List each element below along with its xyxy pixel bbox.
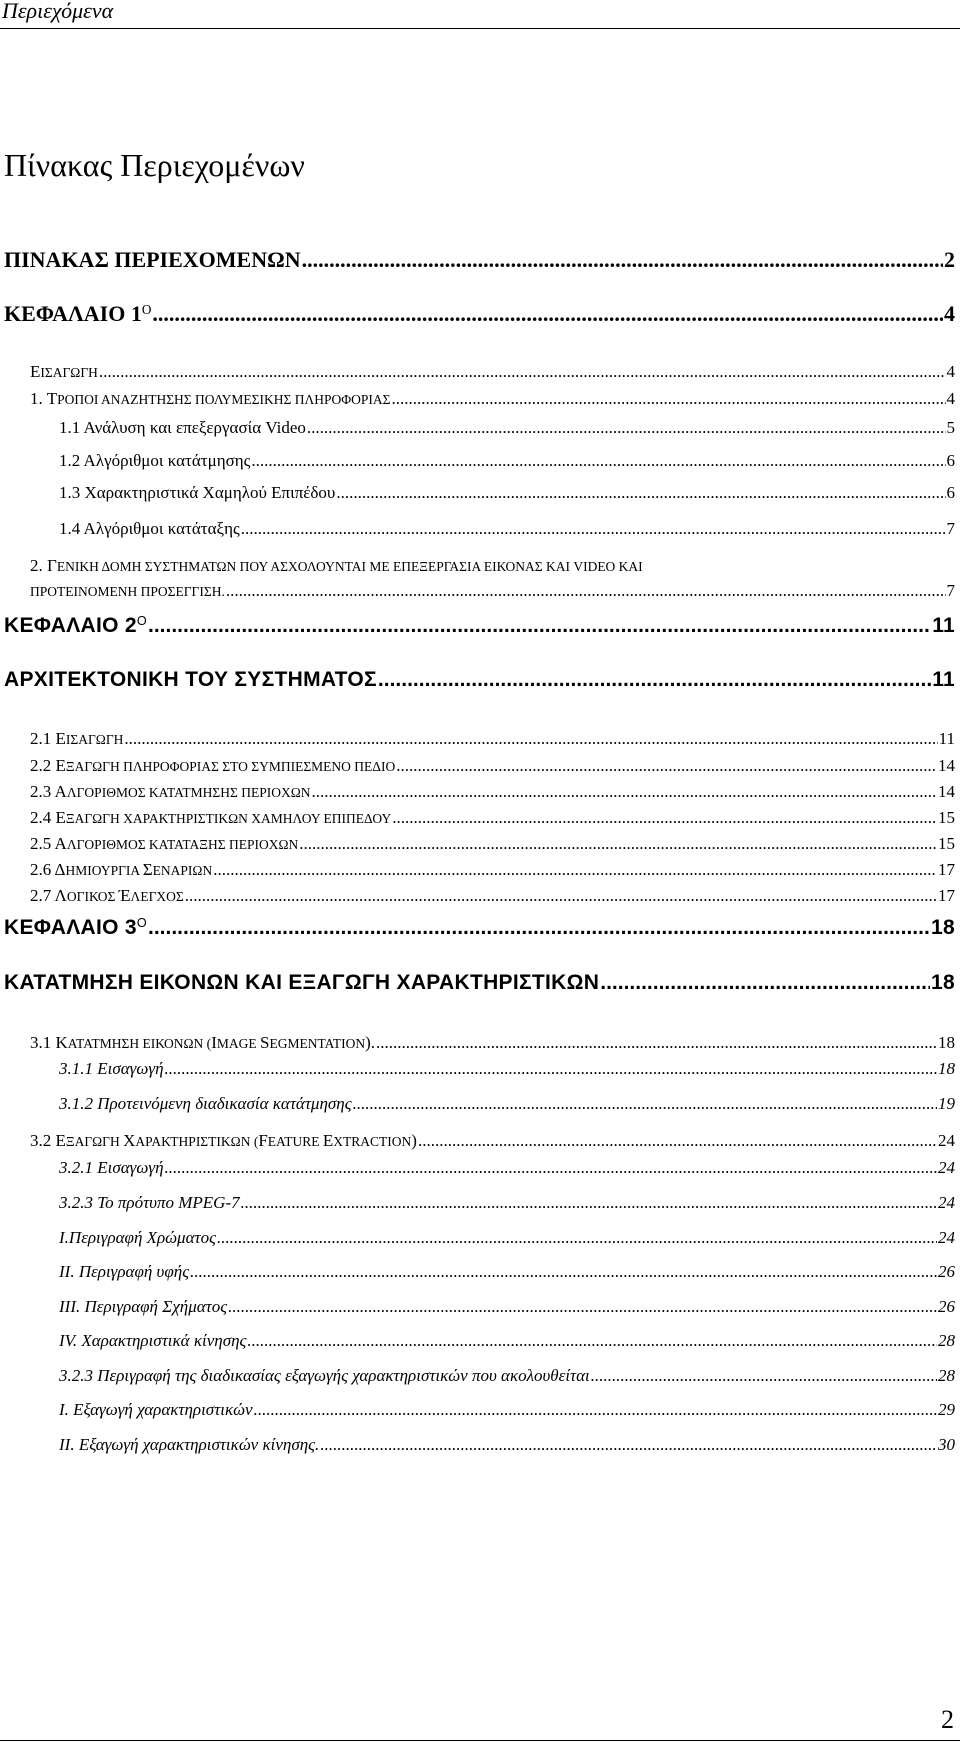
toc-entry-title: 3.2.1 Εισαγωγή: [59, 1158, 164, 1177]
document-title: Πίνακας Περιεχομένων: [4, 147, 305, 183]
toc-entry[interactable]: [30, 860, 955, 880]
toc-entry[interactable]: [59, 1262, 955, 1282]
toc-page-number: 18: [938, 1059, 955, 1078]
toc-entry[interactable]: [59, 1331, 955, 1351]
toc-leader: [99, 362, 946, 382]
toc-entry-title: I. Εξαγωγή χαρακτηριστικών: [59, 1400, 253, 1419]
toc-leader: [392, 808, 937, 828]
toc-entry-title: II. Εξαγωγή χαρακτηριστικών κίνησης.: [59, 1435, 320, 1454]
toc-page-number: 24: [938, 1158, 955, 1177]
toc-entry-title: 2.5 ΑΛΓΟΡΙΘΜΟΣ ΚΑΤΑΤΑΞΗΣ ΠΕΡΙΟΧΩΝ: [30, 834, 299, 853]
toc-leader: [148, 916, 930, 940]
toc-leader: [353, 1094, 937, 1114]
toc-leader: [392, 389, 946, 409]
toc-entry[interactable]: [4, 916, 955, 940]
toc-entry-title: III. Περιγραφή Σχήματος: [59, 1297, 228, 1316]
toc-page-number: 26: [938, 1297, 955, 1316]
toc-page-number: 19: [938, 1094, 955, 1113]
toc-entry-title: 2.1 ΕΙΣΑΓΩΓΗ: [30, 729, 124, 748]
toc-leader: [299, 834, 937, 854]
toc-entry-title: 1. ΤΡΟΠΟΙ ΑΝΑΖΗΤΗΣΗΣ ΠΟΛΥΜΕΣΙΚΗΣ ΠΛΗΡΟΦΟΡΙΑΣ: [30, 389, 391, 408]
toc-entry-title: 2.2 ΕΞΑΓΩΓΗ ΠΛΗΡΟΦΟΡΙΑΣ ΣΤΟ ΣΥΜΠΙΕΣΜΕΝΟ ΠΕΔΙΟ: [30, 756, 396, 775]
toc-leader: [213, 860, 937, 880]
toc-entry[interactable]: [30, 782, 955, 802]
toc-entry[interactable]: [59, 1094, 955, 1114]
page-number: 2: [941, 1705, 954, 1734]
toc-entry-title: ΚΕΦΑΛΑΙΟ $3^O$: [4, 916, 147, 939]
toc-leader: [247, 1331, 937, 1351]
toc-entry-title: II. Περιγραφή υφής: [59, 1262, 190, 1281]
toc-entry[interactable]: [4, 614, 955, 638]
toc-entry[interactable]: [30, 581, 955, 601]
toc-page-number: 2: [944, 247, 955, 272]
toc-leader: [302, 247, 943, 273]
toc-entry-title: ΕΙΣΑΓΩΓΗ: [30, 362, 98, 381]
toc-page-number: 4: [946, 389, 955, 408]
toc-entry-title: 2.7 ΛΟΓΙΚΟΣ ΈΛΕΓΧΟΣ: [30, 886, 184, 905]
running-title: Περιεχόμενα: [2, 0, 114, 23]
toc-page-number: 7: [946, 519, 955, 538]
toc-entry[interactable]: [59, 483, 955, 503]
toc-leader: [396, 756, 937, 776]
toc-page-number: 11: [932, 614, 955, 637]
toc-entry-title: 1.4 Αλγόριθμοι κατάταξης: [59, 519, 240, 538]
toc-entry[interactable]: [59, 1158, 955, 1178]
toc-leader: [591, 1366, 937, 1386]
toc-entry-title: 2. ΓΕΝΙΚΗ ΔΟΜΗ ΣΥΣΤΗΜΑΤΩΝ ΠΟΥ ΑΣΧΟΛΟΥΝΤΑΙ ΜΕ ΕΠΕΞΕΡΓΑΣΙΑ ΕΙΚΟΝΑΣ ΚΑΙ VIDEO ΚΑΙ: [30, 556, 643, 575]
toc-entry-title: 3.2.3 Το πρότυπο MPEG-7: [59, 1193, 240, 1212]
toc-entry-title: IV. Χαρακτηριστικά κίνησης: [59, 1331, 247, 1350]
toc-page-number: 4: [944, 301, 955, 326]
toc-page-number: 24: [938, 1193, 955, 1212]
toc-page-number: 26: [938, 1262, 955, 1281]
toc-entry[interactable]: [30, 1033, 955, 1053]
toc-leader: [378, 668, 931, 692]
toc-page-number: 18: [931, 971, 955, 994]
toc-entry[interactable]: [30, 886, 955, 906]
toc-entry-title: 3.1.1 Εισαγωγή: [59, 1059, 164, 1078]
toc-page-number: 11: [938, 729, 955, 748]
toc-entry-title: 1.2 Αλγόριθμοι κατάτμησης: [59, 451, 251, 470]
toc-page-number: 24: [938, 1228, 955, 1247]
toc-entry[interactable]: [30, 834, 955, 854]
toc-page-number: 18: [931, 916, 955, 939]
toc-leader: [600, 971, 930, 995]
toc-leader: [148, 614, 931, 638]
toc-leader: [152, 301, 943, 327]
toc-entry-title: 2.4 ΕΞΑΓΩΓΗ ΧΑΡΑΚΤΗΡΙΣΤΙΚΩΝ ΧΑΜΗΛΟΥ ΕΠΙΠΕΔΟΥ: [30, 808, 392, 827]
toc-page-number: 24: [938, 1131, 955, 1150]
toc-leader: [312, 782, 938, 802]
toc-leader: [165, 1158, 938, 1178]
toc-entry[interactable]: [59, 1400, 955, 1420]
toc-entry[interactable]: [59, 1193, 955, 1213]
toc-page-number: 11: [932, 668, 955, 691]
toc-leader: [254, 1400, 937, 1420]
toc-leader: [228, 1297, 937, 1317]
toc-entry-title: 1.1 Ανάλυση και επεξεργασία Video: [59, 418, 306, 437]
toc-page-number: 18: [938, 1033, 955, 1052]
toc-page-number: 15: [938, 834, 955, 853]
toc-entry-title: I.Περιγραφή Χρώματος: [59, 1228, 216, 1247]
toc-page-number: 6: [946, 483, 955, 502]
toc-entry[interactable]: [30, 756, 955, 776]
toc-leader: [251, 451, 945, 471]
toc-entry[interactable]: [59, 519, 955, 539]
toc-entry[interactable]: [30, 389, 955, 409]
toc-page-number: 6: [946, 451, 955, 470]
toc-leader: [185, 886, 937, 906]
toc-leader: [418, 1131, 937, 1151]
toc-entry[interactable]: [59, 1435, 955, 1455]
toc-page-number: 30: [938, 1435, 955, 1454]
toc-entry[interactable]: [59, 1366, 955, 1386]
toc-entry-title: ΚΕΦΑΛΑΙΟ $2^O$: [4, 614, 147, 637]
toc-entry[interactable]: [30, 808, 955, 828]
toc-leader: [376, 1033, 937, 1053]
toc-leader: [217, 1228, 937, 1248]
toc-entry[interactable]: [59, 1059, 955, 1079]
toc-entry-title: ΠΙΝΑΚΑΣ ΠΕΡΙΕΧΟΜΕΝΩΝ: [4, 247, 301, 272]
toc-page-number: 7: [946, 581, 955, 600]
toc-entry[interactable]: [59, 1228, 955, 1248]
toc-entry[interactable]: [59, 451, 955, 471]
toc-entry-title: 3.2 ΕΞΑΓΩΓΗ ΧΑΡΑΚΤΗΡΙΣΤΙΚΩΝ (FEATURE EXTRACTION): [30, 1131, 417, 1150]
toc-page-number: 5: [946, 418, 955, 437]
toc-page-number: 28: [938, 1366, 955, 1385]
toc-page-number: 14: [938, 782, 955, 801]
toc-entry-title: ΚΕΦΑΛΑΙΟ $1^O$: [4, 301, 152, 326]
toc-leader: [165, 1059, 938, 1079]
toc-leader: [241, 1193, 937, 1213]
toc-page-number: 15: [938, 808, 955, 827]
toc-entry-title: 3.1 ΚΑΤΑΤΜΗΣΗ ΕΙΚΟΝΩΝ (IMAGE SEGMENTATION).: [30, 1033, 376, 1052]
toc-entry-title: 1.3 Χαρακτηριστικά Χαμηλού Επιπέδου: [59, 483, 336, 502]
toc-leader: [226, 581, 946, 601]
toc-entry[interactable]: [4, 668, 955, 692]
toc-leader: [307, 418, 946, 438]
toc-leader: [124, 729, 937, 749]
toc-entry-title-continued: ΠΡΟΤΕΙΝΟΜΕΝΗ ΠΡΟΣΕΓΓΙΣΗ.: [30, 584, 225, 599]
toc-page-number: 14: [938, 756, 955, 775]
toc-entry[interactable]: [30, 1131, 955, 1151]
toc-entry[interactable]: [59, 418, 955, 438]
toc-entry[interactable]: [59, 1297, 955, 1317]
toc-entry[interactable]: [4, 301, 955, 327]
toc-leader: [320, 1435, 937, 1455]
toc-entry-title: 3.2.3 Περιγραφή της διαδικασίας εξαγωγής χαρακτηριστικών που ακολουθείται: [59, 1366, 590, 1385]
toc-entry[interactable]: [30, 729, 955, 749]
toc-entry[interactable]: [4, 247, 955, 273]
toc-page-number: 29: [938, 1400, 955, 1419]
toc-leader: [241, 519, 946, 539]
toc-page-number: 4: [946, 362, 955, 381]
toc-entry-title: 2.3 ΑΛΓΟΡΙΘΜΟΣ ΚΑΤΑΤΜΗΣΗΣ ΠΕΡΙΟΧΩΝ: [30, 782, 311, 801]
toc-leader: [190, 1262, 937, 1282]
toc-entry[interactable]: [4, 971, 955, 995]
toc-page-number: 17: [938, 860, 955, 879]
toc-page-number: 17: [938, 886, 955, 905]
toc-leader: [336, 483, 945, 503]
toc-entry-line-1[interactable]: [30, 556, 955, 576]
toc-entry-title: 3.1.2 Προτεινόμενη διαδικασία κατάτμησης: [59, 1094, 352, 1113]
toc-entry-title: 2.6 ΔΗΜΙΟΥΡΓΙΑ ΣΕΝΑΡΙΩΝ: [30, 860, 213, 879]
toc-entry-title: ΚΑΤΑΤΜΗΣΗ ΕΙΚΟΝΩΝ ΚΑΙ ΕΞΑΓΩΓΗ ΧΑΡΑΚΤΗΡΙΣΤΙΚΩΝ: [4, 971, 600, 994]
footer-rule: [0, 1740, 960, 1741]
toc-page-number: 28: [938, 1331, 955, 1350]
toc-entry[interactable]: [30, 362, 955, 382]
toc-entry-title: ΑΡΧΙΤΕΚΤΟΝΙΚΗ ΤΟΥ ΣΥΣΤΗΜΑΤΟΣ: [4, 668, 377, 691]
